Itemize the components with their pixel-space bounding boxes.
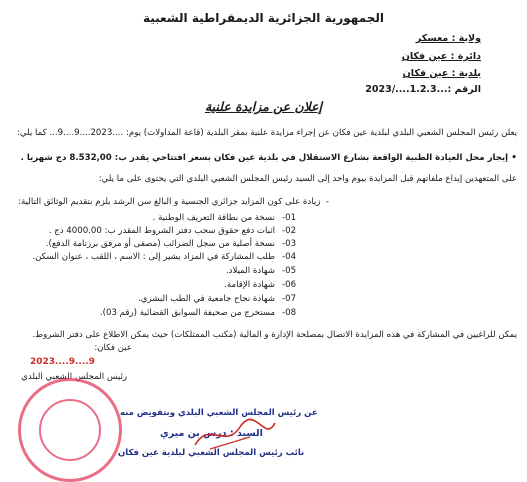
bullet-dash: - — [320, 197, 329, 207]
announcement-title: إعلان عن مزايدة علنية — [204, 99, 323, 114]
bullet-dot: • — [508, 153, 517, 163]
requirement-number: -02 — [282, 226, 297, 236]
requirement-item: اثبات دفع حقوق سحب دفتر الشروط المقدر ب: 4000.00 دج . — [48, 226, 275, 236]
requirement-item: شهادة الميلاد. — [225, 266, 275, 276]
auction-item-text: إيجار محل العيادة الطبية الواقعة بشارع الاستقلال في بلدية عين فكان بسعر افتتاحي يقدر ب: 8.532,00 دج شهريا . — [20, 153, 509, 163]
signatory-title: رئيس المجلس الشعبي البلدي — [21, 372, 127, 382]
requirement-number: -06 — [282, 280, 297, 290]
requirement-number: -03 — [282, 239, 297, 249]
handwritten-signature — [190, 415, 280, 455]
republic-header: الجمهورية الجزائرية الديمقراطية الشعبية — [142, 11, 385, 25]
requirement-number: -05 — [282, 266, 297, 276]
reference-number: الرقم :...1.2.3..../2023 — [365, 84, 481, 95]
requirement-number: -04 — [282, 252, 297, 262]
requirement-item: نسخة أصلية من سجل الضرائب (مصفى أو مرفق برزنامة الدفع). — [45, 239, 275, 249]
baladiya-line: بلدية : عين فكان — [402, 68, 481, 79]
requirement-item: شهادة الإقامة. — [224, 280, 275, 290]
official-round-stamp-inner — [39, 399, 101, 461]
signature-stamp-line1: عن رئيس المجلس الشعبي البلدي وبتفويض منه — [120, 408, 318, 418]
requirement-number: -07 — [282, 294, 297, 304]
intro-paragraph: يعلن رئيس المجلس الشعبي البلدي لبلدية عين فكان عن إجراء مزايدة علنية بمقر البلدية (قاعة المداولات) يوم: ....2023....9....9... كما يلي: — [17, 128, 517, 138]
applicants-note: على المتعهدين إيداع ملفاتهم قبل المزايدة بيوم واحد إلى السيد رئيس المجلس الشعبي البلدي التي يحتوى على ما يلي: — [98, 174, 517, 184]
requirement-item: شهادة نجاح جامعية في الطب البشري. — [138, 294, 275, 304]
signature-stamp-line2: السيد : درس بن ميري — [160, 428, 263, 439]
auction-item — [21, 153, 517, 164]
signature-stamp-line3: نائب رئيس المجلس الشعبي لبلدية عين فكان — [118, 448, 305, 458]
requirement-item: نسخة من بطاقة التعريف الوطنية . — [152, 213, 275, 223]
official-round-stamp — [18, 378, 122, 482]
closing-paragraph: يمكن للراغبين في المشاركة في هذه المزايدة الاتصال بمصلحة الإدارة و المالية (مكتب الممتلكات) حيث يمكن الاطلاع على دفتر الشروط. — [32, 330, 517, 340]
wilaya-line: ولاية : معسكر — [415, 33, 481, 44]
requirement-number: -08 — [282, 308, 297, 318]
requirement-item: طلب المشاركة في المزاد يشير إلى : الاسم ، اللقب ، عنوان السكن. — [32, 252, 275, 262]
requirements-intro: - زيادة على كون المزايد جزائري الجنسية و البالغ سن الرشد يلزم بتقديم الوثائق التالية: — [18, 197, 329, 207]
requirement-item: مستخرج من صحيفة السوابق القضائية (رقم 03). — [99, 308, 275, 318]
place-date-label: عين فكان: — [94, 343, 132, 353]
requirement-number: -01 — [282, 213, 297, 223]
daira-line: دائرة : عين فكان — [401, 51, 481, 62]
place-date-handwritten: 2023....9....9 — [30, 357, 95, 367]
